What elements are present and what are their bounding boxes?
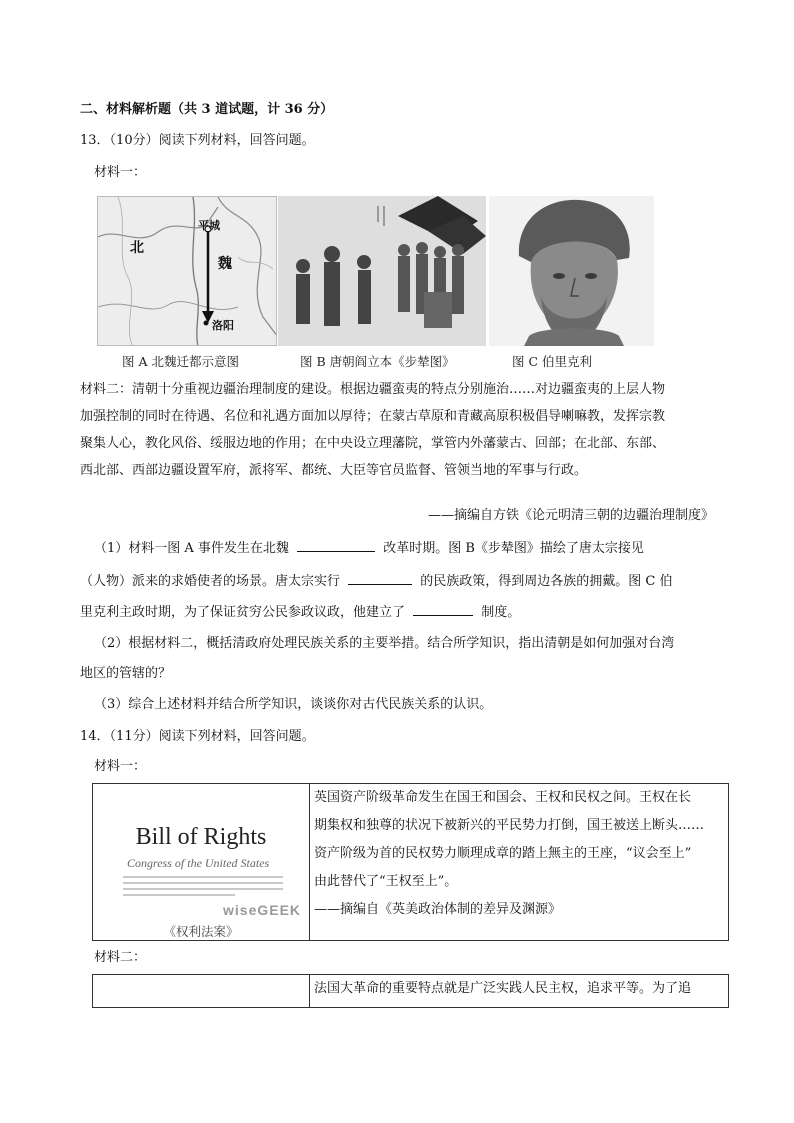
fig-c-bust — [489, 196, 654, 346]
bill-caption: 《权利法案》 — [163, 924, 239, 939]
answer-blank-1[interactable] — [297, 537, 375, 552]
fig-b-painting — [278, 196, 486, 346]
map-label-luoyang: 洛阳 — [212, 319, 234, 332]
bill-of-rights-image — [93, 784, 310, 941]
sub1-text: 制度。 — [481, 605, 521, 620]
material2-text-cell — [310, 975, 729, 1008]
bust-graphic — [489, 196, 654, 346]
q14-material1-table — [92, 783, 729, 941]
painting-graphic — [278, 196, 486, 346]
section-title: 二、材料解析题（共 3 道试题，计 36 分） — [80, 102, 334, 117]
q13-sub1-line3 — [80, 601, 520, 623]
q13-sub1-line2 — [80, 570, 673, 592]
material1-line: 英国资产阶级革命发生在国王和国会、王权和民权之间。王权在长 — [314, 790, 692, 805]
q13-material2 — [80, 376, 720, 484]
map-label-wei: 魏 — [218, 256, 232, 272]
fig-c-caption: 图 C 伯里克利 — [512, 354, 593, 369]
sub1-text: 里克利主政时期，为了保证贫穷公民参政议政，他建立了 — [80, 605, 406, 620]
material2-line: 加强控制的同时在待遇、名位和礼遇方面加以厚待；在蒙古草原和青藏高原积极倡导喇嘛教，发挥宗教 — [80, 409, 666, 424]
fig-a-caption: 图 A 北魏迁都示意图 — [122, 354, 239, 369]
answer-blank-2[interactable] — [348, 570, 412, 585]
map-label-pingcheng: 平城 — [198, 219, 220, 232]
material2-line: 法国大革命的重要特点就是广泛实践人民主权，追求平等。为了追 — [314, 981, 692, 996]
q14-header: 14．（11分）阅读下列材料，回答问题。 — [80, 729, 315, 744]
material1-line: 由此替代了“王权至上”。 — [314, 874, 458, 889]
material1-text-cell — [310, 784, 729, 941]
sub1-text: 改革时期。图 B《步辇图》描绘了唐太宗接见 — [383, 541, 644, 556]
material2-image-cell — [93, 975, 310, 1008]
bill-title: Bill of Rights — [135, 824, 267, 850]
q13-sub1-line1 — [94, 537, 644, 559]
sub1-text: 的民族政策，得到周边各族的拥戴。图 C 伯 — [420, 574, 673, 589]
fig-b-caption: 图 B 唐朝阎立本《步辇图》 — [300, 354, 455, 369]
q13-sub2-line2: 地区的管辖的？ — [80, 666, 172, 681]
bill-text-lines — [123, 872, 283, 900]
map-graphic — [98, 197, 277, 346]
material2-line: 材料二：清朝十分重视边疆治理制度的建设。根据边疆蛮夷的特点分别施治……对边疆蛮夷的上层人物 — [80, 382, 666, 397]
figure-captions — [0, 352, 794, 372]
answer-blank-3[interactable] — [413, 601, 473, 616]
sub1-text: （1）材料一图 A 事件发生在北魏 — [94, 541, 289, 556]
q14-material2-label: 材料二： — [94, 950, 147, 965]
fig-a-map — [97, 196, 277, 346]
material1-line: 期集权和独尊的状况下被新兴的平民势力打倒，国王被送上断头…… — [314, 818, 705, 833]
q14-material1-label: 材料一： — [94, 759, 147, 774]
material1-source: ——摘编自《英美政治体制的差异及渊源》 — [314, 902, 562, 917]
map-label-north: 北 — [130, 240, 144, 256]
q13-sub3: （3）综合上述材料并结合所学知识，谈谈你对古代民族关系的认识。 — [94, 697, 493, 712]
sub1-text: （人物）派来的求婚使者的场景。唐太宗实行 — [80, 574, 341, 589]
figure-row — [97, 196, 657, 346]
q13-header: 13．（10分）阅读下列材料，回答问题。 — [80, 133, 315, 148]
q13-sub2-line1: （2）根据材料二，概括清政府处理民族关系的主要举措。结合所学知识，指出清朝是如何加强对台湾 — [94, 636, 675, 651]
material2-line: 西北部、西部边疆设置军府，派将军、都统、大臣等官员监督、管领当地的军事与行政。 — [80, 463, 588, 478]
watermark: wiseGEEK — [223, 902, 302, 918]
q14-material2-table — [92, 974, 729, 1008]
material2-line: 聚集人心，教化风俗、绥服边地的作用；在中央设立理藩院，掌管内外藩蒙古、回部；在北部、东部、 — [80, 436, 666, 451]
bill-subtitle: Congress of the United States — [127, 856, 270, 870]
q13-material1-label: 材料一： — [94, 165, 147, 180]
material2-source: ——摘编自方铁《论元明清三朝的边疆治理制度》 — [427, 508, 714, 523]
material1-line: 资产阶级为首的民权势力顺理成章的踏上無主的王座，“议会至上” — [314, 846, 692, 861]
